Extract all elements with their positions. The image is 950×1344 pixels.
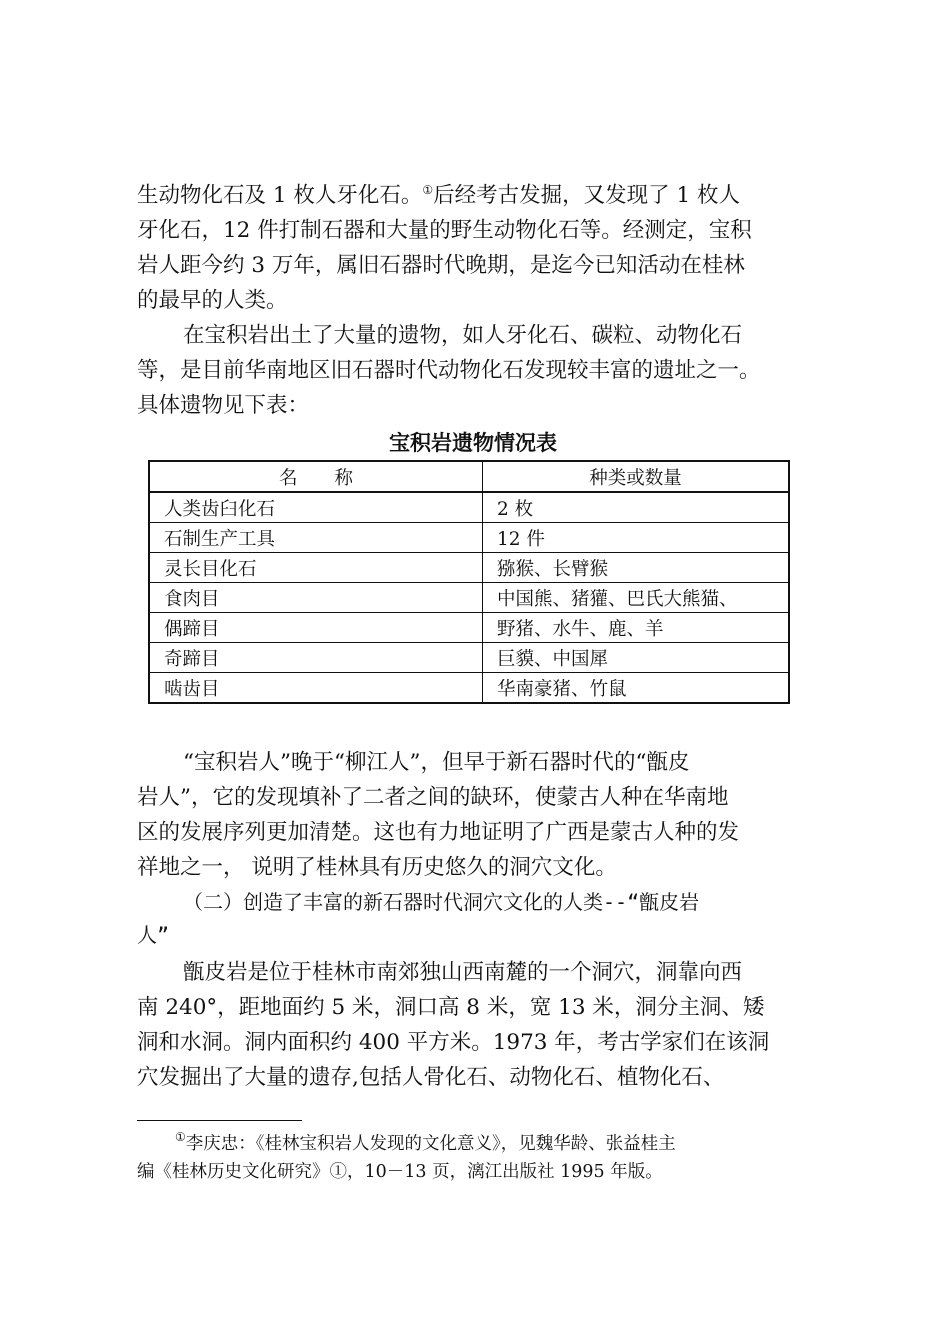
- paragraph-2-line: 具体遗物见下表：: [137, 393, 310, 418]
- table-cell-quantity: 12 件: [483, 523, 790, 553]
- table-cell-quantity: 2 枚: [483, 492, 790, 523]
- table-header-row: [149, 461, 789, 492]
- table-cell-quantity: 华南豪猪、竹鼠: [483, 673, 790, 704]
- paragraph-2-line: 在宝积岩出土了大量的遗物，如人牙化石、碳粒、动物化石: [183, 323, 743, 348]
- table-cell-name: 食肉目: [149, 583, 483, 613]
- paragraph-1-line: 牙化石，12 件打制石器和大量的野生动物化石等。经测定，宝积: [137, 218, 752, 243]
- paragraph-2-line: 等，是目前华南地区旧石器时代动物化石发现较丰富的遗址之一。: [137, 358, 761, 383]
- table-cell-name: 奇蹄目: [149, 643, 483, 673]
- footnote-mark: ①: [175, 1130, 186, 1144]
- table-title: 宝积岩遗物情况表: [389, 431, 557, 455]
- paragraph-1: [137, 178, 809, 318]
- table-cell-quantity: 野猪、水牛、鹿、羊: [483, 613, 790, 643]
- paragraph-2: [137, 318, 809, 423]
- footnote-separator: [137, 1120, 302, 1121]
- table-cell-name: 石制生产工具: [149, 523, 483, 553]
- footnote-text: 李庆忠：《桂林宝积岩人发现的文化意义》，见魏华龄、张益桂主: [185, 1134, 676, 1154]
- column-header-quantity: 种类或数量: [483, 461, 790, 492]
- paragraph-4-line: 穴发掘出了大量的遗存,包括人骨化石、动物化石、植物化石、: [137, 1065, 725, 1090]
- relics-table: [148, 460, 790, 704]
- paragraph-4-line: 甑皮岩是位于桂林市南郊独山西南麓的一个洞穴，洞靠向西: [183, 960, 743, 985]
- table-cell-quantity: 中国熊、猪獾、巴氏大熊猫、: [483, 583, 790, 613]
- paragraph-3: [137, 745, 809, 885]
- footnote-text: 编《桂林历史文化研究》①，10－13 页，漓江出版社 1995 年版。: [137, 1162, 663, 1182]
- table-row: [149, 583, 789, 613]
- table-row: [149, 673, 789, 704]
- table-row: [149, 523, 789, 553]
- table-cell-name: 灵长目化石: [149, 553, 483, 583]
- section-heading-continued: 人”: [137, 923, 170, 947]
- paragraph-1-text: 生动物化石及 1 枚人牙化石。: [137, 183, 423, 208]
- paragraph-3-line: 祥地之一， 说明了桂林具有历史悠久的洞穴文化。: [137, 855, 617, 880]
- table-cell-name: 偶蹄目: [149, 613, 483, 643]
- paragraph-1-line: 的最早的人类。: [137, 288, 288, 313]
- section-heading: （二）创造了丰富的新石器时代洞穴文化的人类--“甑皮岩: [183, 890, 700, 914]
- paragraph-3-line: “宝积岩人”晚于“柳江人”，但早于新石器时代的“甑皮: [183, 750, 690, 775]
- footnote: [137, 1130, 809, 1186]
- table-cell-quantity: 巨貘、中国犀: [483, 643, 790, 673]
- table-row: [149, 492, 789, 523]
- table-row: [149, 553, 789, 583]
- table-row: [149, 643, 789, 673]
- table-cell-name: 啮齿目: [149, 673, 483, 704]
- paragraph-3-line: 区的发展序列更加清楚。这也有力地证明了广西是蒙古人种的发: [137, 820, 740, 845]
- table-cell-name: 人类齿臼化石: [149, 492, 483, 523]
- paragraph-4-line: 南 240°，距地面约 5 米，洞口高 8 米，宽 13 米，洞分主洞、矮: [137, 995, 765, 1020]
- paragraph-1-line: 岩人距今约 3 万年，属旧石器时代晚期，是迄今已知活动在桂林: [137, 253, 745, 278]
- paragraph-1-text: 后经考古发掘，又发现了 1 枚人: [433, 183, 740, 208]
- column-header-name: 名 称: [149, 461, 483, 492]
- paragraph-4: [137, 955, 809, 1095]
- paragraph-3-line: 岩人”，它的发现填补了二者之间的缺环，使蒙古人种在华南地: [137, 785, 729, 810]
- table-cell-quantity: 猕猴、长臂猴: [483, 553, 790, 583]
- paragraph-4-line: 洞和水洞。洞内面积约 400 平方米。1973 年，考古学家们在该洞: [137, 1030, 770, 1055]
- table-row: [149, 613, 789, 643]
- footnote-reference[interactable]: ①: [422, 183, 434, 197]
